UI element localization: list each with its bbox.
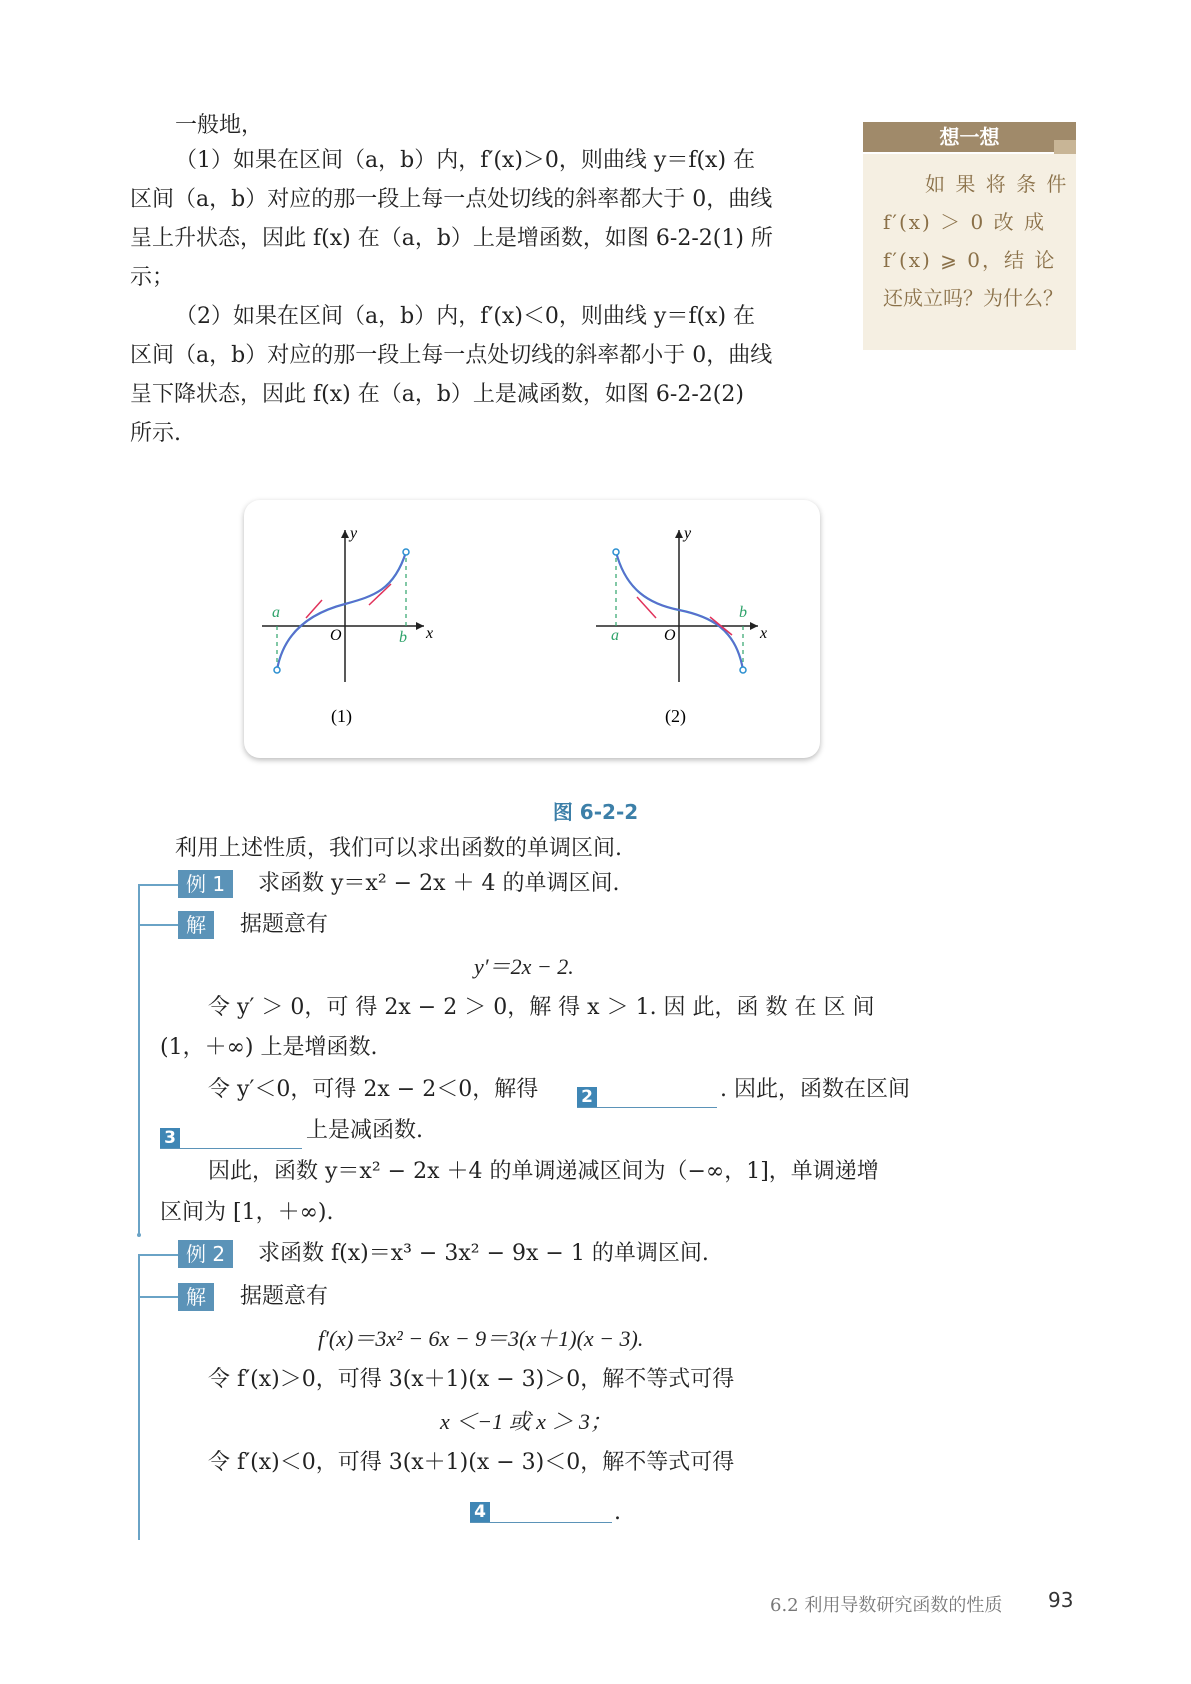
graph1-b-label: b [399,629,407,646]
ex1-bracket-line [138,884,140,1236]
ex2-end-period: . [614,1500,621,1525]
ex1-bracket-dot [137,1233,141,1237]
example-2-question: 求函数 f(x)＝x³ − 3x² − 9x − 1 的单调区间. [258,1241,709,1266]
footer-section-title: 6.2 利用导数研究函数的性质 [770,1595,1003,1616]
blank-4-answer-line[interactable] [470,1522,612,1523]
blank-4-marker: 4 [470,1502,490,1522]
ex2-line1: 令 f′(x)＞0，可得 3(x＋1)(x − 3)＞0，解不等式可得 [208,1367,735,1392]
para2-line4: 所示. [130,421,181,446]
after-figure-text: 利用上述性质，我们可以求出函数的单调区间. [175,836,622,861]
ex1-line1: 令 y′ ＞ 0，可 得 2x − 2 ＞ 0，解 得 x ＞ 1. 因 此，函 数 在 区 间 [208,995,875,1020]
para2-line2: 区间（a，b）对应的那一段上每一点处切线的斜率都小于 0，曲线 [130,343,773,368]
ex1-line3-start: 令 y′＜0，可得 2x − 2＜0，解得 [208,1077,539,1102]
graph1-a-label: a [272,604,280,621]
ex2-solution-intro: 据题意有 [240,1284,329,1309]
graph2-b-label: b [739,604,747,621]
figure-6-2-2 [244,500,820,758]
para1-line3: 呈上升状态，因此 f(x) 在（a，b）上是增函数，如图 6-2-2(1) 所 [130,226,773,251]
ex2-inequality: x ＜−1 或 x ＞ 3； [440,1409,612,1434]
ex1-sol-connector [138,924,178,926]
ex1-line3-end: . 因此，函数在区间 [720,1077,910,1102]
ex1-solution-tag: 解 [178,911,214,939]
blank-2-marker: 2 [577,1087,597,1107]
ex1-tag-connector [138,884,178,886]
para2-line3: 呈下降状态，因此 f(x) 在（a，b）上是减函数，如图 6-2-2(2) [130,382,744,407]
ex1-derivative-equation: y′＝2x − 2. [474,954,574,979]
ex2-derivative-equation: f′(x)＝3x² − 6x − 9＝3(x＋1)(x − 3). [318,1326,644,1351]
ex1-solution-intro: 据题意有 [240,912,329,937]
ex2-sol-connector [138,1296,178,1298]
figure-caption: 图 6-2-2 [552,800,639,824]
graph2-caption: (2) [665,706,686,726]
ex2-line2: 令 f′(x)＜0，可得 3(x＋1)(x − 3)＜0，解不等式可得 [208,1450,735,1475]
blank-2-answer-line[interactable] [577,1107,717,1108]
example-1-tag: 例 1 [178,870,233,898]
graph1-x-label: x [426,625,434,642]
graph2-y-label: y [684,525,692,542]
ex1-line4: 上是减函数. [306,1118,423,1143]
para2-line1: （2）如果在区间（a，b）内，f′(x)＜0，则曲线 y＝f(x) 在 [175,304,756,329]
graph2-a-label: a [611,627,619,644]
blank-3-marker: 3 [160,1128,180,1148]
graph1-caption: (1) [331,706,352,726]
sidebar-fold-corner [1054,140,1076,154]
sidebar-line-2: f′(x) ＞ 0 改 成 [883,210,1046,234]
figure-graphs [244,500,820,758]
graph2-x-label: x [760,625,768,642]
ex1-line6: 区间为 [1，＋∞). [160,1200,334,1225]
para1-line4: 示； [130,265,175,290]
example-1-question: 求函数 y＝x² − 2x ＋ 4 的单调区间. [258,871,620,896]
blank-3-answer-line[interactable] [160,1148,302,1149]
page-number: 93 [1048,1588,1074,1612]
graph-decreasing [596,525,767,727]
think-sidebar-title: 想一想 [863,122,1076,152]
graph1-y-label: y [350,525,358,542]
graph2-origin-label: O [664,627,676,644]
intro-first-line: 一般地， [175,113,264,138]
ex1-line2: (1，＋∞) 上是增函数. [160,1035,378,1060]
para1-line2: 区间（a，b）对应的那一段上每一点处切线的斜率都大于 0，曲线 [130,187,773,212]
sidebar-line-3: f′(x) ⩾ 0，结 论 [883,248,1057,272]
sidebar-line-1: 如 果 将 条 件 [925,172,1069,196]
ex2-solution-tag: 解 [178,1283,214,1311]
para1-line1: （1）如果在区间（a，b）内，f′(x)＞0，则曲线 y＝f(x) 在 [175,148,756,173]
sidebar-line-4: 还成立吗？为什么？ [883,286,1063,310]
graph-increasing [262,525,433,727]
graph1-origin-label: O [330,627,342,644]
ex2-tag-connector [138,1254,178,1256]
example-2-tag: 例 2 [178,1240,233,1268]
ex1-line5: 因此，函数 y＝x² − 2x ＋4 的单调递减区间为（−∞，1]，单调递增 [208,1159,879,1184]
